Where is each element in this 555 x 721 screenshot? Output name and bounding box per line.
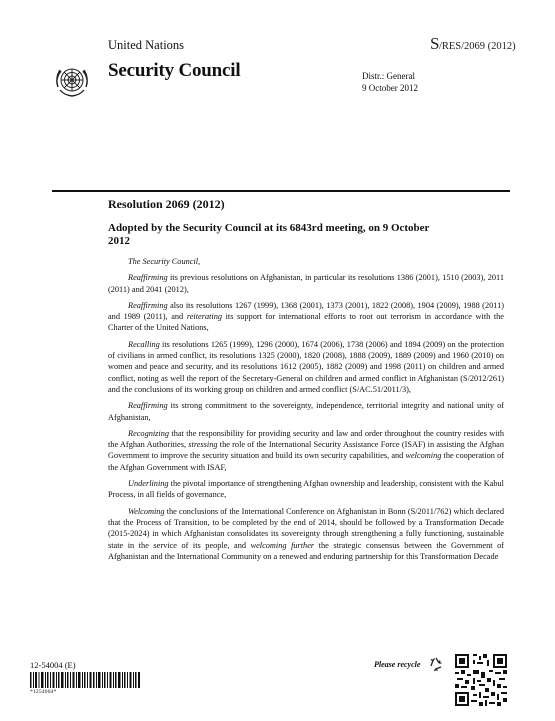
un-emblem-icon [52, 60, 92, 100]
preamble-paragraph [108, 272, 504, 295]
security-council-title: Security Council [108, 60, 241, 81]
paragraph-text: the role of the International Security Assistance Force (ISAF) in assisting the Afghan Government to improve the security situation and build its own security capabilities, and [108, 440, 505, 461]
paragraph-lead: Reaffirming [128, 401, 168, 411]
distribution-label: Distr.: General [362, 71, 415, 81]
paragraph-text: that the responsibility for providing security and law and order throughout the country resides with the Afghan Authorities, [108, 428, 504, 450]
symbol-prefix: S [430, 34, 439, 53]
header-divider [52, 190, 510, 192]
recycle-icon [428, 656, 444, 672]
paragraph-lead: Welcoming [128, 506, 165, 516]
adoption-statement: Adopted by the Security Council at its 6843rd meeting, on 9 October 2012 [108, 222, 430, 247]
document-date: 9 October 2012 [362, 83, 418, 93]
paragraph-lead: welcoming [405, 451, 442, 461]
paragraph-text: the conclusions of the International Conference on Afghanistan in Bonn (S/2011/762) which declared that the Process of Transition, to be completed by the end of 2014, should be followed by a Transformation Decade (2015-2024) in which Afghanistan consolidates its sovereignty through strengthening a fully functioning, sustainable state in the service of its people, and [108, 506, 504, 550]
paragraph-lead: reiterating [186, 312, 222, 322]
document-number: 12-54004 (E) [30, 660, 76, 670]
paragraph-lead: welcoming further [250, 540, 315, 550]
paragraph-text: the strategic consensus between the Government of Afghanistan and the International Community on a renewed and enduring partnership for this Transformation Decade [108, 540, 504, 561]
barcode-caption: *1254004* [30, 689, 57, 695]
paragraph-lead: stressing [188, 440, 218, 450]
paragraph-lead: Reaffirming [128, 300, 168, 310]
paragraph-text: its support for international efforts to root out terrorism in accordance with the Charter of the United Nations, [108, 312, 504, 333]
paragraph-text: its strong commitment to the sovereignty, independence, territorial integrity and national unity of Afghanistan, [108, 401, 504, 422]
paragraph-lead: Reaffirming [128, 273, 168, 283]
organization-name: United Nations [108, 38, 185, 52]
preamble-paragraph [108, 506, 504, 562]
preamble-paragraph [108, 428, 504, 473]
distribution-block [362, 70, 418, 94]
barcode-icon [30, 672, 140, 688]
preamble-paragraph [108, 300, 504, 334]
paragraph-lead: Recalling [128, 339, 160, 349]
paragraph-text: its previous resolutions on Afghanistan, in particular its resolutions 1386 (2001), 1510 (2003), 2011 (2011) and 2041 (2012), [108, 273, 504, 294]
resolution-title: Resolution 2069 (2012) [108, 197, 225, 211]
paragraph-text: the pivotal importance of strengthening Afghan ownership and leadership, consistent with the Kabul Process, in all fields of governance, [108, 479, 504, 500]
preamble-paragraph [108, 339, 504, 395]
paragraph-text: its resolutions 1265 (1999), 1296 (2000), 1674 (2006), 1738 (2006) and 1894 (2009) on the protection of civilians in armed conflict, its resolutions 1325 (2000), 1820 (2008), 1888 (2009), 1889 (2009) and 1960 (2010) on women and peace and security, and its resolutions 1612 (2005), 1882 (2009) and 1998 (2011) on children and armed conflict, noting as well the report of the Secretary-General on children and armed conflict in Afghanistan (S/2012/261) and the conclusions of its working group on children and armed conflict (S/AC.51/2011/3), [108, 339, 504, 394]
recycle-note: Please recycle [374, 660, 421, 669]
resolution-body [108, 256, 504, 567]
paragraph-lead: Underlining [128, 479, 169, 489]
paragraph-text: also its resolutions 1267 (1999), 1368 (2001), 1373 (2001), 1822 (2008), 1904 (2009), 1988 (2011) and 1989 (2011), and [108, 300, 504, 322]
preamble-paragraph [108, 478, 504, 501]
opening-line [108, 256, 504, 267]
preamble-paragraph [108, 400, 504, 423]
opening-text: The Security Council, [128, 257, 201, 266]
paragraph-text: the cooperation of the Afghan Government with ISAF, [108, 451, 504, 472]
document-symbol [430, 34, 516, 54]
symbol-rest: /RES/2069 (2012) [438, 41, 516, 52]
qr-code-icon [455, 654, 507, 706]
paragraph-lead: Recognizing [128, 428, 170, 438]
